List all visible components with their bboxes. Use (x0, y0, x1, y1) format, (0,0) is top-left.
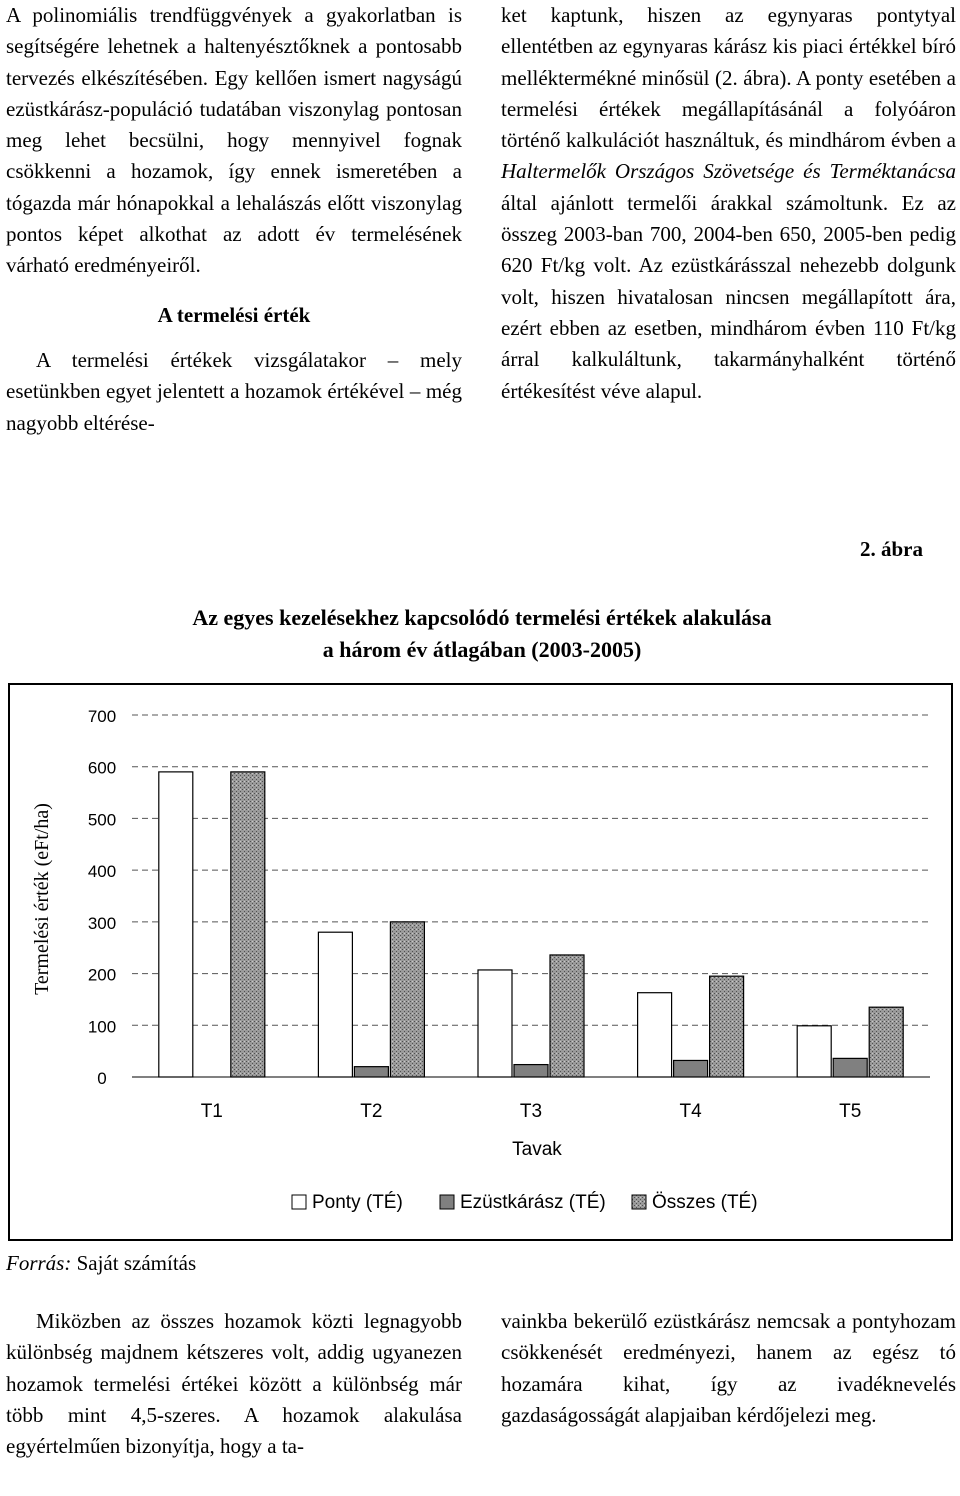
bar-t5-series-1 (797, 1026, 831, 1077)
bar-t4-series-2 (674, 1060, 708, 1077)
bottom-right-column (501, 1306, 956, 1431)
right-text-b: által ajánlott termelői árakkal számoltunk. Ez az összeg 2003-ban 700, 2004-ben 650, 2005-ben pedig 620 Ft/kg volt. Az ezüstkárásszal nehezebb dolgunk volt, hiszen hivatalosan nincsen megállapított ára, ezért ebben az esetben, mindhárom évben 110 Ft/kg árral kalkuláltunk, takarmányhalként történő értékesítést véve alapul. (501, 190, 956, 403)
left-text-column (6, 0, 462, 439)
bottom-left-paragraph: Miközben az összes hozamok közti legnagyobb különbség majdnem kétszeres volt, addig ugyanezen hozamok termelési értékei között a különbség már több mint 4,5-szeres. A hozamok alakulása egyértelműen bizonyítja, hogy a ta- (6, 1309, 462, 1459)
y-axis-ticks (88, 707, 116, 1088)
legend-swatch (292, 1195, 306, 1209)
bar-t2-series-2 (354, 1067, 388, 1077)
bar-t5-series-3 (869, 1007, 903, 1077)
bar-t3-series-3 (550, 955, 584, 1077)
x-tick-label: T2 (360, 1101, 383, 1122)
bar-t2-series-3 (390, 922, 424, 1077)
bars (159, 772, 903, 1077)
bar-t1-series-1 (159, 772, 193, 1077)
legend-label: Ponty (TÉ) (312, 1192, 403, 1213)
bottom-left-column (6, 1306, 462, 1462)
right-paragraph (501, 0, 956, 407)
y-tick-label: 600 (87, 758, 117, 778)
y-axis-label: Termelési érték (eFt/ha) (31, 803, 53, 995)
chart-title (40, 602, 924, 666)
chart-title-line1: Az egyes kezelésekhez kapcsolódó termelési értékek alakulása (192, 605, 772, 630)
bar-t4-series-1 (638, 993, 672, 1077)
bar-t3-series-2 (514, 1065, 548, 1077)
bar-t2-series-1 (318, 932, 352, 1077)
figure-label: 2. ábra (860, 537, 923, 561)
organization-name: Haltermelők Országos Szövetsége és Terméktanácsa (501, 159, 956, 184)
section-heading: A termelési érték (157, 302, 311, 327)
bottom-right-paragraph: vainkba bekerülő ezüstkárász nemcsak a pontyhozam csökkenését eredményezi, hanem az egész tó hozamára kihat, így az ivadéknevelés gazdaságosságát alapjaiban kérdőjelezi meg. (501, 1309, 956, 1427)
y-tick-label: 0 (97, 1069, 107, 1088)
bar-t1-series-3 (231, 772, 265, 1077)
intro-paragraph: A polinomiális trendfüggvények a gyakorlatban is segítségére lehetnek a haltenyésztőknek a pontosabb tervezés elkészítésében. Egy kellően ismert nagyságú ezüstkárász-populáció tudatában viszonylag pontosan meg lehet becsülni, hogy mennyivel fognak csökkenni a hozamok, így ennek ismeretében a tógazda már hónapokkal a lehalászás előtt viszonylag pontos képet alkothat az adott év termelésének várható eredményeiről. (6, 3, 462, 278)
y-tick-label: 300 (87, 913, 117, 933)
source-label: Forrás: (6, 1251, 72, 1275)
y-tick-label: 200 (87, 965, 117, 985)
bar-chart (10, 685, 951, 1239)
production-value-paragraph: A termelési értékek vizsgálatakor – mely esetünkben egyet jelentett a hozamok értékével – még nagyobb eltérése- (6, 347, 462, 435)
x-axis-ticks (201, 1101, 862, 1122)
right-text-a: ket kaptunk, hiszen az egynyaras pontytyal ellentétben az egynyaras kárász kis piaci értékkel bíró melléktermékné minősül (2. ábra). A ponty esetében a termelési értékek megállapításánál a folyóáron történő kalkulációt használtuk, és mindhárom évben a (501, 3, 956, 153)
bar-t4-series-3 (710, 976, 744, 1077)
x-tick-label: T1 (200, 1101, 223, 1122)
legend (292, 1192, 758, 1213)
bar-t5-series-2 (833, 1058, 867, 1077)
source-note (6, 1248, 196, 1279)
legend-swatch (632, 1195, 646, 1209)
x-tick-label: T3 (519, 1101, 543, 1122)
right-text-column (501, 0, 956, 407)
legend-label: Ezüstkárász (TÉ) (460, 1192, 606, 1213)
chart-frame (8, 683, 953, 1241)
y-tick-label: 400 (87, 862, 117, 882)
y-tick-label: 500 (87, 810, 117, 830)
bar-t3-series-1 (478, 970, 512, 1077)
x-tick-label: T5 (839, 1101, 862, 1122)
x-tick-label: T4 (679, 1101, 702, 1122)
y-tick-label: 100 (87, 1017, 117, 1037)
legend-swatch (440, 1195, 454, 1209)
x-axis-label: Tavak (512, 1139, 562, 1160)
source-text: Saját számítás (71, 1251, 197, 1275)
chart-title-line2: a három év átlagában (2003-2005) (322, 637, 642, 662)
y-tick-label: 700 (87, 707, 117, 726)
legend-label: Összes (TÉ) (652, 1192, 758, 1213)
